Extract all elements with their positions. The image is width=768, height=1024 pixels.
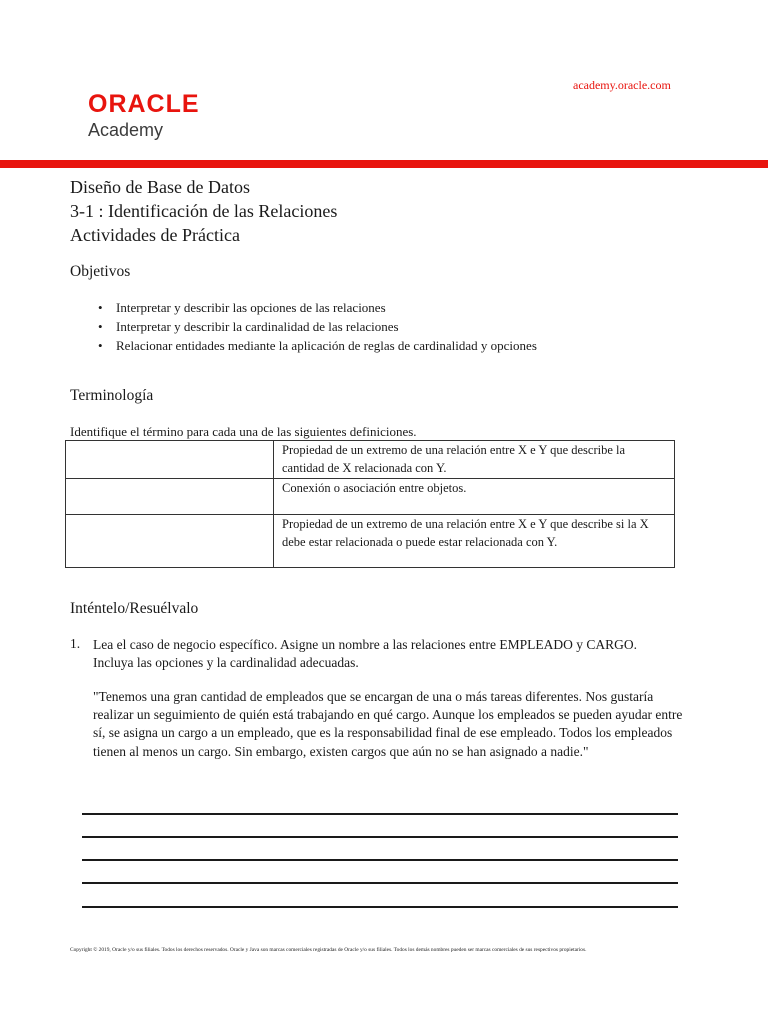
objectives-heading: Objetivos [70,263,131,280]
answer-line[interactable] [82,836,678,838]
table-row [66,441,675,479]
table-row [66,479,675,515]
terminology-heading: Terminología [70,387,154,404]
academy-wordmark: Academy [88,120,164,140]
objective-item: • Interpretar y describir las opciones de las relaciones [98,298,537,317]
definition-cell: Propiedad de un extremo de una relación entre X e Y que describe si la X debe estar relacionada o puede estar relacionada con Y. [274,515,675,568]
answer-line[interactable] [82,882,678,884]
objective-item: • Relacionar entidades mediante la aplicación de reglas de cardinalidad y opciones [98,336,537,355]
term-answer-cell[interactable] [66,515,274,568]
oracle-academy-logo [88,92,200,140]
activity-title: Actividades de Práctica [70,225,240,245]
lesson-title: 3-1 : Identificación de las Relaciones [70,201,338,221]
answer-line[interactable] [82,859,678,861]
oracle-wordmark: ORACLE [88,90,200,118]
terminology-table [65,440,675,568]
question-number: 1. [70,636,81,651]
term-answer-cell[interactable] [66,441,274,479]
question-text: Lea el caso de negocio específico. Asigne un nombre a las relaciones entre EMPLEADO y CARGO. Incluya las opciones y la cardinalidad adecuadas. [93,637,637,670]
objective-item: • Interpretar y describir la cardinalidad de las relaciones [98,317,537,336]
table-row [66,515,675,568]
terminology-instruction: Identifique el término para cada una de las siguientes definiciones. [70,424,417,439]
answer-line[interactable] [82,906,678,908]
practice-heading: Inténtelo/Resuélvalo [70,600,199,617]
objectives-list [98,298,537,355]
definition-cell: Conexión o asociación entre objetos. [274,479,675,515]
answer-line[interactable] [82,813,678,815]
header-red-bar [0,160,768,168]
term-answer-cell[interactable] [66,479,274,515]
site-url-link[interactable]: academy.oracle.com [573,78,671,92]
copyright-footer: Copyright © 2019, Oracle y/o sus filiales. Todos los derechos reservados. Oracle y Java son marcas comerciales registradas de Oracle y/o sus filiales. Todos los demás nombres pueden ser marcas comerciales de sus respectivos propietarios. [70,947,587,953]
course-title: Diseño de Base de Datos [70,177,250,197]
definition-cell: Propiedad de un extremo de una relación entre X e Y que describe la cantidad de X relacionada con Y. [274,441,675,479]
business-case-quote: "Tenemos una gran cantidad de empleados que se encargan de una o más tareas diferentes. Nos gustaría realizar un seguimiento de quién está trabajando en qué cargo. Aunque los empleados se pueden ayudar entre sí, se asigna un cargo a un empleado, que es la responsabilidad final de ese empleado. Todos los empleados tienen al menos un cargo. Sin embargo, existen cargos que aún no se han asignado a nadie." [93,689,683,759]
